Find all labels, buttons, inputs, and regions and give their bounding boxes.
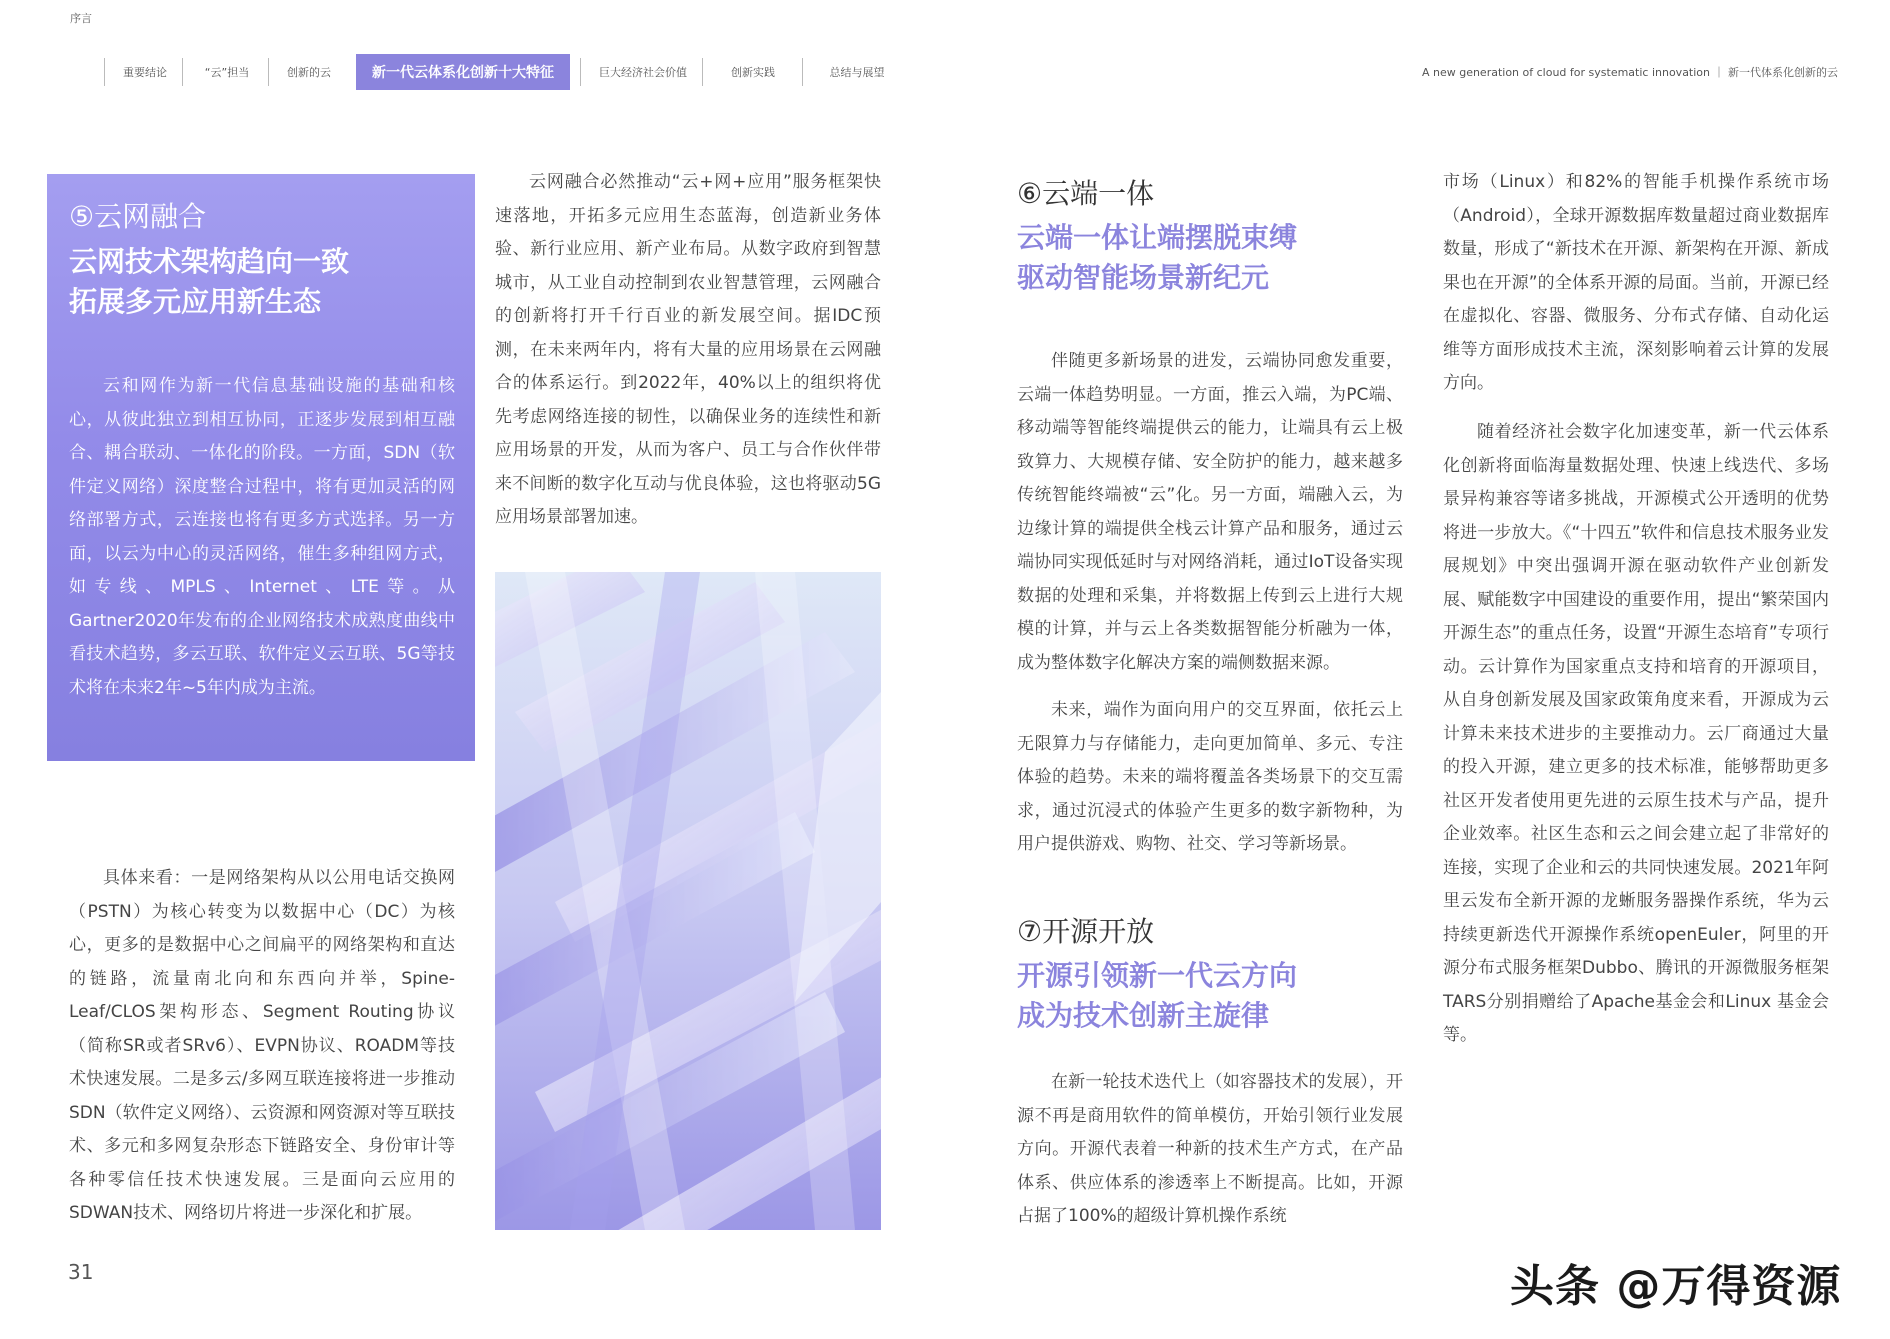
source-watermark: 头条 @万得资源 [1510, 1261, 1842, 1312]
section6-paragraph-2: 未来，端作为面向用户的交互界面，依托云上无限算力与存储能力，走向更加简单、多元、专注体验的趋势。未来的端将覆盖各类场景下的交互需求，通过沉浸式的体验产生更多的数字新物种，为用户提供游戏、购物、社交、学习等新场景。 [1017, 700, 1403, 854]
nav-divider [182, 58, 183, 86]
nav-divider [580, 58, 581, 86]
nav-divider [702, 58, 703, 86]
section6-title: ⑥云端一体 [1017, 177, 1155, 210]
nav-item-economic-value[interactable]: 巨大经济社会价值 [599, 66, 687, 79]
nav-item-preface[interactable]: 序言 [70, 12, 92, 25]
section6-heading-line1: 云端一体让端摆脱束缚 [1017, 221, 1298, 254]
nav-item-ten-features[interactable]: 新一代云体系化创新十大特征 [356, 54, 570, 90]
section6-paragraph-1: 伴随更多新场景的进发，云端协同愈发重要，云端一体趋势明显。一方面，推云入端，为PC端、移动端等智能终端提供云的能力，让端具有云上极致算力、大规模存储、安全防护的能力，越来越多传统智能终端被“云”化。另一方面，端融入云，为边缘计算的端提供全栈云计算产品和服务，通过云端协同实现低延时与对网络消耗，通过IoT设备实现数据的处理和采集，并将数据上传到云上进行大规模的计算，并与云上各类数据智能分析融为一体，成为整体数字化解决方案的端侧数据来源。 [1017, 351, 1403, 673]
section5-box-paragraph: 云和网作为新一代信息基础设施的基础和核心，从彼此独立到相互协同，正逐步发展到相互融合、耦合联动、一体化的阶段。一方面，SDN（软件定义网络）深度整合过程中，将有更加灵活的网络部署方式，云连接也将有更多方式选择。另一方面，以云为中心的灵活网络，催生多种组网方式，如专线、MPLS、Internet、LTE等。从Gartner2020年发布的企业网络技术成熟度曲线中看技术趋势，多云互联、软件定义云互联、5G等技术将在未来2年~5年内成为主流。 [69, 376, 455, 698]
nav-item-innovative-cloud[interactable]: 创新的云 [287, 66, 331, 79]
section7-heading-line1: 开源引领新一代云方向 [1017, 959, 1298, 992]
nav-divider [802, 58, 803, 86]
section5-paragraph-2: 具体来看：一是网络架构从以公用电话交换网（PSTN）为核心转变为以数据中心（DC）为核心，更多的是数据中心之间扁平的网络架构和直达的链路，流量南北向和东西向并举，Spine-Leaf/CLOS架构形态、Segment Routing协议（简称SR或者SRv6）、EVPN协议、ROADM等技术快速发展。二是多云/多网互联连接将进一步推动SDN（软件定义网络）、云资源和网资源对等互联技术、多元和多网复杂形态下链路安全、身份审计等各种零信任技术快速发展。三是面向云应用的SDWAN技术、网络切片将进一步深化和扩展。 [69, 868, 455, 1223]
section5-heading-line1: 云网技术架构趋向一致 [69, 245, 350, 278]
section7-heading [1017, 956, 1297, 1036]
section5-heading-line2: 拓展多元应用新生态 [69, 285, 322, 318]
nav-divider [268, 58, 269, 86]
section5-title: ⑤云网融合 [69, 200, 207, 233]
section7-paragraph-1: 在新一轮技术迭代上（如容器技术的发展），开源不再是商用软件的简单模仿，开始引领行业发展方向。开源代表着一种新的技术生产方式，在产品体系、供应体系的渗透率上不断提高。比如，开源占据了100%的超级计算机操作系统 [1017, 1072, 1403, 1226]
section5-heading [69, 242, 349, 322]
section5-paragraph-3: 云网融合必然推动“云+网+应用”服务框架快速落地，开拓多元应用生态蓝海，创造新业务体验、新行业应用、新产业布局。从数字政府到智慧城市，从工业自动控制到农业智慧管理，云网融合的创新将打开千行百业的新发展空间。据IDC预测，在未来两年内，将有大量的应用场景在云网融合的体系运行。到2022年，40%以上的组织将优先考虑网络连接的韧性，以确保业务的连续性和新应用场景的开发，从而为客户、员工与合作伙伴带来不间断的数字化互动与优良体验，这也将驱动5G应用场景部署加速。 [495, 172, 881, 527]
glass-beams-image [495, 572, 881, 1230]
nav-item-cloud-role[interactable]: “云”担当 [204, 66, 250, 79]
nav-item-outlook[interactable]: 总结与展望 [829, 66, 885, 79]
nav-item-practice[interactable]: 创新实践 [731, 66, 775, 79]
section7-paragraph-1-continued: 市场（Linux）和82%的智能手机操作系统市场（Android），全球开源数据库数量超过商业数据库数量，形成了“新技术在开源、新架构在开源、新成果也在开源”的全体系开源的局面。当前，开源已经在虚拟化、容器、微服务、分布式存储、自动化运维等方面形成技术主流，深刻影响着云计算的发展方向。 [1443, 172, 1829, 393]
section7-paragraph-2: 随着经济社会数字化加速变革，新一代云体系化创新将面临海量数据处理、快速上线迭代、多场景异构兼容等诸多挑战，开源模式公开透明的优势将进一步放大。《“十四五”软件和信息技术服务业发展规划》中突出强调开源在驱动软件产业创新发展、赋能数字中国建设的重要作用，提出“繁荣国内开源生态”的重点任务，设置“开源生态培育”专项行动。云计算作为国家重点支持和培育的开源项目，从自身创新发展及国家政策角度来看，开源成为云计算未来技术进步的主要推动力。云厂商通过大量的投入开源，建立更多的技术标准，能够帮助更多社区开发者使用更先进的云原生技术与产品，提升企业效率。社区生态和云之间会建立起了非常好的连接，实现了企业和云的共同快速发展。2021年阿里云发布全新开源的龙蜥服务器操作系统，华为云持续更新迭代开源操作系统openEuler，阿里的开源分布式服务框架Dubbo、腾讯的开源微服务框架TARS分别捐赠给了Apache基金会和Linux 基金会等。 [1443, 422, 1829, 1045]
header-tagline: A new generation of cloud for systematic innovation ｜ 新一代体系化创新的云 [1421, 66, 1838, 79]
nav-item-conclusions[interactable]: 重要结论 [123, 66, 167, 79]
section7-title: ⑦开源开放 [1017, 915, 1155, 948]
section6-heading-line2: 驱动智能场景新纪元 [1017, 261, 1270, 294]
section7-heading-line2: 成为技术创新主旋律 [1017, 999, 1270, 1032]
section6-heading [1017, 218, 1297, 298]
page-number: 31 [68, 1260, 94, 1284]
nav-divider [104, 58, 105, 86]
